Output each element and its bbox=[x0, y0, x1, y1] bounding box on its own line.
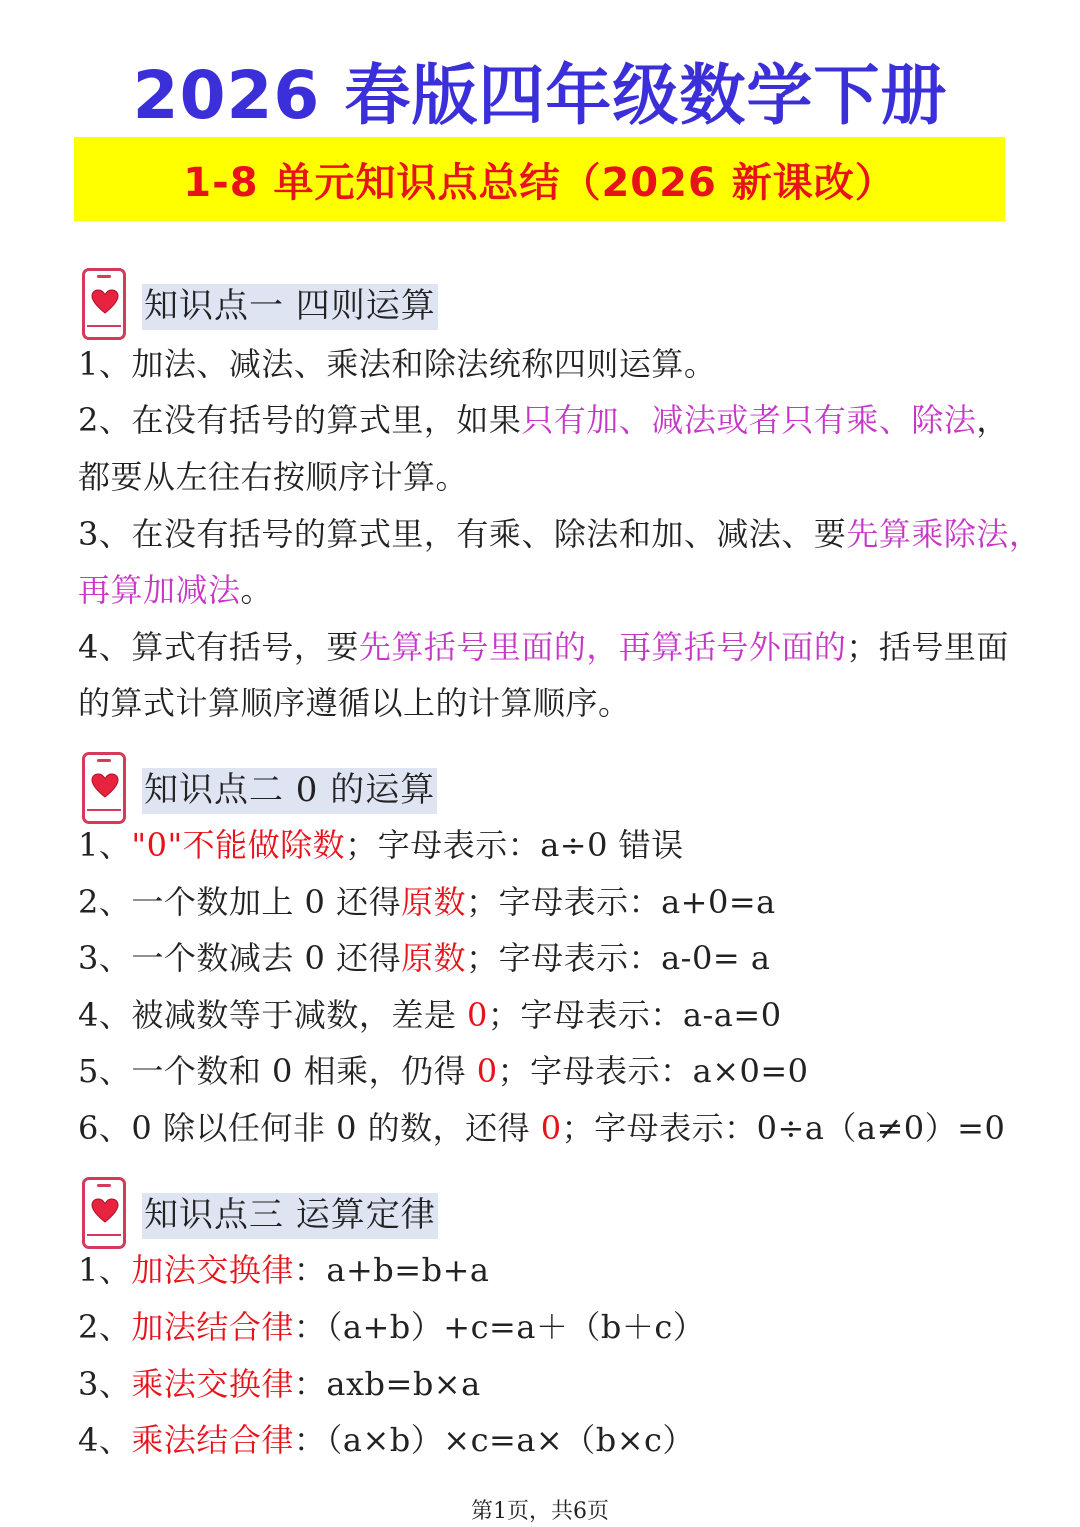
highlight-text: 先算乘除法， bbox=[846, 515, 1042, 553]
line-text: 4、 bbox=[78, 1421, 132, 1459]
highlight-text: 只有加、减法或者只有乘、除法 bbox=[521, 401, 977, 439]
section-2-line-1 bbox=[78, 825, 1028, 865]
highlight-text: 加法结合律 bbox=[131, 1308, 294, 1346]
section-1-line-7 bbox=[78, 683, 1028, 723]
line-text: 4、算式有括号，要 bbox=[78, 628, 359, 666]
section-title: 知识点三 运算定律 bbox=[142, 1193, 438, 1239]
line-text: 4、被减数等于减数，差是 bbox=[78, 996, 468, 1034]
highlight-text: 原数 bbox=[401, 883, 467, 921]
section-2-line-3 bbox=[78, 938, 1028, 978]
line-text: 1、 bbox=[78, 826, 132, 864]
section-3-line-1 bbox=[78, 1250, 1028, 1290]
highlight-text: 乘法结合律 bbox=[131, 1421, 294, 1459]
phone-heart-icon bbox=[82, 1177, 126, 1249]
highlight-text: 原数 bbox=[401, 939, 467, 977]
line-text: 都要从左往右按顺序计算。 bbox=[78, 458, 469, 496]
line-text: 1、加法、减法、乘法和除法统称四则运算。 bbox=[78, 345, 717, 383]
section-2-line-4 bbox=[78, 995, 1028, 1035]
page-footer: 第1页，共6页 bbox=[471, 1499, 609, 1524]
section-3-line-4 bbox=[78, 1420, 1028, 1460]
section-1-line-2 bbox=[78, 400, 1028, 440]
highlight-text: 加法交换律 bbox=[131, 1251, 294, 1289]
section-2-line-5 bbox=[78, 1051, 1028, 1091]
line-text: 2、在没有括号的算式里，如果 bbox=[78, 401, 522, 439]
highlight-text: 0 bbox=[540, 1109, 562, 1147]
section-1-line-1 bbox=[78, 344, 1028, 384]
line-text: ：a+b=b+a bbox=[293, 1251, 490, 1289]
section-1-line-3 bbox=[78, 457, 1028, 497]
line-text: ；字母表示：a÷0 错误 bbox=[345, 826, 684, 864]
highlight-text: 0 bbox=[476, 1052, 498, 1090]
line-text: ；字母表示：a×0=0 bbox=[497, 1052, 809, 1090]
line-text: ：（a×b）×c=a×（b×c） bbox=[293, 1421, 695, 1459]
section-title: 知识点一 四则运算 bbox=[142, 284, 438, 330]
line-text: 3、在没有括号的算式里，有乘、除法和加、减法、要 bbox=[78, 515, 847, 553]
section-title: 知识点二 0 的运算 bbox=[142, 768, 437, 814]
section-header bbox=[0, 1177, 1080, 1257]
line-text: 。 bbox=[240, 571, 274, 609]
line-text: ：（a+b）+c=a＋（b＋c） bbox=[293, 1308, 706, 1346]
line-text: 2、 bbox=[78, 1308, 132, 1346]
line-text: 的算式计算顺序遵循以上的计算顺序。 bbox=[78, 684, 631, 722]
section-3 bbox=[0, 1177, 1080, 1459]
section-header bbox=[0, 752, 1080, 832]
line-text: ；字母表示：0÷a（a≠0）=0 bbox=[561, 1109, 1006, 1147]
line-text: ；字母表示：a+0=a bbox=[466, 883, 776, 921]
section-1-line-6 bbox=[78, 627, 1028, 667]
line-text: 2、一个数加上 0 还得 bbox=[78, 883, 402, 921]
line-text: 6、0 除以任何非 0 的数，还得 bbox=[78, 1109, 541, 1147]
highlight-text: 再算加减法 bbox=[78, 571, 241, 609]
subtitle: 1-8 单元知识点总结（2026 新课改） bbox=[183, 159, 896, 206]
phone-heart-icon bbox=[82, 268, 126, 340]
line-text: ， bbox=[976, 401, 1009, 439]
section-1-line-4 bbox=[78, 514, 1042, 554]
highlight-text: "0"不能做除数 bbox=[131, 826, 346, 864]
page-title: 2026 春版四年级数学下册 bbox=[132, 57, 948, 134]
line-text: ；字母表示：a-a=0 bbox=[487, 996, 782, 1034]
line-text: 1、 bbox=[78, 1251, 132, 1289]
highlight-text: 0 bbox=[467, 996, 488, 1034]
highlight-text: 先算括号里面的，再算括号外面的 bbox=[358, 628, 847, 666]
section-1-line-5 bbox=[78, 570, 1028, 610]
section-2 bbox=[0, 752, 1080, 1147]
section-1 bbox=[0, 268, 1080, 722]
line-text: 3、一个数减去 0 还得 bbox=[78, 939, 402, 977]
line-text: ；字母表示：a-0= a bbox=[466, 939, 771, 977]
line-text: 5、一个数和 0 相乘，仍得 bbox=[78, 1052, 477, 1090]
section-2-line-6 bbox=[78, 1108, 1028, 1148]
subtitle-banner bbox=[74, 137, 1005, 221]
section-2-line-2 bbox=[78, 882, 1028, 922]
phone-heart-icon bbox=[82, 752, 126, 824]
section-3-line-2 bbox=[78, 1307, 1028, 1347]
line-text: ：axb=b×a bbox=[293, 1365, 481, 1403]
section-3-line-3 bbox=[78, 1364, 1028, 1404]
section-header bbox=[0, 268, 1080, 348]
line-text: 3、 bbox=[78, 1365, 132, 1403]
highlight-text: 乘法交换律 bbox=[131, 1365, 294, 1403]
line-text: ；括号里面 bbox=[846, 628, 1009, 666]
